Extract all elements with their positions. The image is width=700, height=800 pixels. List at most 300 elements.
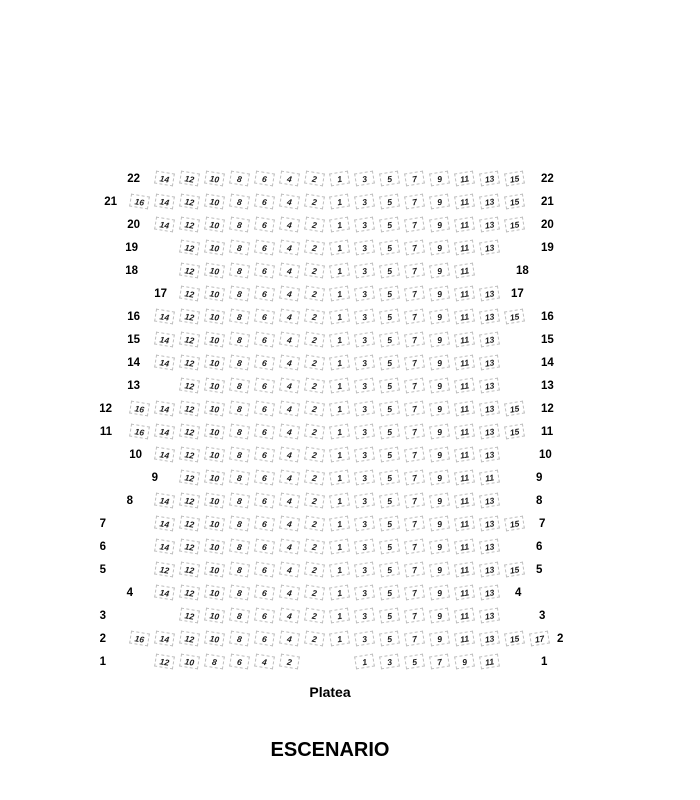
seat[interactable]	[229, 562, 250, 578]
seat[interactable]	[479, 654, 500, 670]
seat[interactable]	[254, 493, 275, 509]
seat[interactable]	[179, 309, 200, 325]
seat[interactable]	[229, 217, 250, 233]
seat[interactable]	[279, 217, 300, 233]
seat[interactable]	[179, 631, 200, 647]
seat[interactable]	[254, 263, 275, 279]
seat[interactable]	[354, 286, 375, 302]
seat[interactable]	[404, 332, 425, 348]
seat[interactable]	[454, 332, 475, 348]
seat[interactable]	[454, 217, 475, 233]
seat[interactable]	[204, 493, 225, 509]
seat[interactable]	[204, 516, 225, 532]
seat[interactable]	[454, 585, 475, 601]
seat[interactable]	[504, 562, 525, 578]
seat[interactable]	[404, 447, 425, 463]
seat[interactable]	[154, 447, 175, 463]
seat[interactable]	[479, 194, 500, 210]
seat[interactable]	[454, 263, 475, 279]
seat[interactable]	[279, 401, 300, 417]
seat[interactable]	[279, 263, 300, 279]
seat[interactable]	[354, 378, 375, 394]
seat[interactable]	[304, 355, 325, 371]
seat[interactable]	[429, 447, 450, 463]
seat[interactable]	[429, 194, 450, 210]
seat[interactable]	[404, 286, 425, 302]
seat[interactable]	[379, 401, 400, 417]
seat[interactable]	[329, 424, 350, 440]
seat[interactable]	[354, 539, 375, 555]
seat[interactable]	[379, 286, 400, 302]
seat[interactable]	[154, 217, 175, 233]
seat[interactable]	[254, 401, 275, 417]
seat[interactable]	[329, 608, 350, 624]
seat[interactable]	[179, 470, 200, 486]
seat[interactable]	[354, 194, 375, 210]
seat[interactable]	[254, 355, 275, 371]
seat[interactable]	[204, 286, 225, 302]
seat[interactable]	[229, 447, 250, 463]
seat[interactable]	[304, 447, 325, 463]
seat[interactable]	[479, 493, 500, 509]
seat[interactable]	[254, 447, 275, 463]
seat[interactable]	[329, 562, 350, 578]
seat[interactable]	[304, 332, 325, 348]
seat[interactable]	[154, 355, 175, 371]
seat[interactable]	[479, 332, 500, 348]
seat[interactable]	[429, 470, 450, 486]
seat[interactable]	[379, 424, 400, 440]
seat[interactable]	[254, 424, 275, 440]
seat[interactable]	[354, 493, 375, 509]
seat[interactable]	[279, 585, 300, 601]
seat[interactable]	[154, 401, 175, 417]
seat[interactable]	[129, 194, 150, 210]
seat[interactable]	[204, 355, 225, 371]
seat[interactable]	[404, 608, 425, 624]
seat[interactable]	[354, 654, 375, 670]
seat[interactable]	[454, 194, 475, 210]
seat[interactable]	[229, 194, 250, 210]
seat[interactable]	[354, 470, 375, 486]
seat[interactable]	[279, 194, 300, 210]
seat[interactable]	[179, 378, 200, 394]
seat[interactable]	[254, 608, 275, 624]
seat[interactable]	[454, 309, 475, 325]
seat[interactable]	[429, 585, 450, 601]
seat[interactable]	[329, 263, 350, 279]
seat[interactable]	[329, 217, 350, 233]
seat[interactable]	[279, 470, 300, 486]
seat[interactable]	[204, 631, 225, 647]
seat[interactable]	[379, 470, 400, 486]
seat[interactable]	[479, 355, 500, 371]
seat[interactable]	[429, 332, 450, 348]
seat[interactable]	[429, 378, 450, 394]
seat[interactable]	[254, 470, 275, 486]
seat[interactable]	[304, 585, 325, 601]
seat[interactable]	[329, 493, 350, 509]
seat[interactable]	[404, 194, 425, 210]
seat[interactable]	[404, 470, 425, 486]
seat[interactable]	[329, 378, 350, 394]
seat[interactable]	[354, 562, 375, 578]
seat[interactable]	[279, 171, 300, 187]
seat[interactable]	[204, 447, 225, 463]
seat[interactable]	[229, 631, 250, 647]
seat[interactable]	[454, 516, 475, 532]
seat[interactable]	[254, 171, 275, 187]
seat[interactable]	[204, 424, 225, 440]
seat[interactable]	[504, 171, 525, 187]
seat[interactable]	[304, 562, 325, 578]
seat[interactable]	[279, 631, 300, 647]
seat[interactable]	[329, 332, 350, 348]
seat[interactable]	[304, 516, 325, 532]
seat[interactable]	[179, 585, 200, 601]
seat[interactable]	[354, 631, 375, 647]
seat[interactable]	[229, 654, 250, 670]
seat[interactable]	[454, 470, 475, 486]
seat[interactable]	[279, 608, 300, 624]
seat[interactable]	[479, 562, 500, 578]
seat[interactable]	[329, 516, 350, 532]
seat[interactable]	[204, 470, 225, 486]
seat[interactable]	[229, 240, 250, 256]
seat[interactable]	[304, 470, 325, 486]
seat[interactable]	[279, 378, 300, 394]
seat[interactable]	[304, 171, 325, 187]
seat[interactable]	[429, 171, 450, 187]
seat[interactable]	[254, 585, 275, 601]
seat[interactable]	[304, 608, 325, 624]
seat[interactable]	[154, 309, 175, 325]
seat[interactable]	[354, 240, 375, 256]
seat[interactable]	[304, 378, 325, 394]
seat[interactable]	[254, 309, 275, 325]
seat[interactable]	[179, 516, 200, 532]
seat[interactable]	[329, 309, 350, 325]
seat[interactable]	[179, 493, 200, 509]
seat[interactable]	[379, 217, 400, 233]
seat[interactable]	[154, 585, 175, 601]
seat[interactable]	[329, 355, 350, 371]
seat[interactable]	[404, 263, 425, 279]
seat[interactable]	[404, 654, 425, 670]
seat[interactable]	[504, 631, 525, 647]
seat[interactable]	[479, 309, 500, 325]
seat[interactable]	[354, 217, 375, 233]
seat[interactable]	[454, 493, 475, 509]
seat[interactable]	[379, 194, 400, 210]
seat[interactable]	[179, 240, 200, 256]
seat[interactable]	[229, 608, 250, 624]
seat[interactable]	[179, 171, 200, 187]
seat[interactable]	[254, 562, 275, 578]
seat[interactable]	[154, 516, 175, 532]
seat[interactable]	[179, 194, 200, 210]
seat[interactable]	[404, 539, 425, 555]
seat[interactable]	[179, 263, 200, 279]
seat[interactable]	[329, 286, 350, 302]
seat[interactable]	[279, 309, 300, 325]
seat[interactable]	[354, 332, 375, 348]
seat[interactable]	[254, 539, 275, 555]
seat[interactable]	[204, 309, 225, 325]
seat[interactable]	[229, 309, 250, 325]
seat[interactable]	[129, 631, 150, 647]
seat[interactable]	[279, 355, 300, 371]
seat[interactable]	[404, 424, 425, 440]
seat[interactable]	[454, 355, 475, 371]
seat[interactable]	[379, 539, 400, 555]
seat[interactable]	[304, 424, 325, 440]
seat[interactable]	[229, 539, 250, 555]
seat[interactable]	[179, 401, 200, 417]
seat[interactable]	[479, 539, 500, 555]
seat[interactable]	[329, 585, 350, 601]
seat[interactable]	[379, 447, 400, 463]
seat[interactable]	[304, 401, 325, 417]
seat[interactable]	[179, 608, 200, 624]
seat[interactable]	[454, 654, 475, 670]
seat[interactable]	[479, 631, 500, 647]
seat[interactable]	[504, 516, 525, 532]
seat[interactable]	[254, 240, 275, 256]
seat[interactable]	[379, 516, 400, 532]
seat[interactable]	[229, 585, 250, 601]
seat[interactable]	[229, 378, 250, 394]
seat[interactable]	[154, 493, 175, 509]
seat[interactable]	[179, 562, 200, 578]
seat[interactable]	[479, 470, 500, 486]
seat[interactable]	[354, 424, 375, 440]
seat[interactable]	[154, 631, 175, 647]
seat[interactable]	[179, 654, 200, 670]
seat[interactable]	[479, 217, 500, 233]
seat[interactable]	[279, 332, 300, 348]
seat[interactable]	[404, 516, 425, 532]
seat[interactable]	[429, 240, 450, 256]
seat[interactable]	[429, 263, 450, 279]
seat[interactable]	[429, 608, 450, 624]
seat[interactable]	[229, 286, 250, 302]
seat[interactable]	[254, 286, 275, 302]
seat[interactable]	[254, 516, 275, 532]
seat[interactable]	[479, 286, 500, 302]
seat[interactable]	[379, 493, 400, 509]
seat[interactable]	[379, 378, 400, 394]
seat[interactable]	[504, 309, 525, 325]
seat[interactable]	[229, 470, 250, 486]
seat[interactable]	[204, 608, 225, 624]
seat[interactable]	[254, 194, 275, 210]
seat[interactable]	[329, 171, 350, 187]
seat[interactable]	[479, 585, 500, 601]
seat[interactable]	[329, 631, 350, 647]
seat[interactable]	[379, 171, 400, 187]
seat[interactable]	[454, 447, 475, 463]
seat[interactable]	[354, 355, 375, 371]
seat[interactable]	[179, 447, 200, 463]
seat[interactable]	[129, 401, 150, 417]
seat[interactable]	[254, 631, 275, 647]
seat[interactable]	[454, 631, 475, 647]
seat[interactable]	[204, 240, 225, 256]
seat[interactable]	[454, 608, 475, 624]
seat[interactable]	[504, 194, 525, 210]
seat[interactable]	[229, 401, 250, 417]
seat[interactable]	[354, 263, 375, 279]
seat[interactable]	[204, 194, 225, 210]
seat[interactable]	[354, 585, 375, 601]
seat[interactable]	[379, 332, 400, 348]
seat[interactable]	[354, 516, 375, 532]
seat[interactable]	[279, 516, 300, 532]
seat[interactable]	[379, 562, 400, 578]
seat[interactable]	[204, 378, 225, 394]
seat[interactable]	[229, 516, 250, 532]
seat[interactable]	[229, 493, 250, 509]
seat[interactable]	[379, 585, 400, 601]
seat[interactable]	[204, 562, 225, 578]
seat[interactable]	[129, 424, 150, 440]
seat[interactable]	[179, 539, 200, 555]
seat[interactable]	[479, 171, 500, 187]
seat[interactable]	[179, 286, 200, 302]
seat[interactable]	[504, 424, 525, 440]
seat[interactable]	[454, 286, 475, 302]
seat[interactable]	[254, 654, 275, 670]
seat[interactable]	[454, 539, 475, 555]
seat[interactable]	[154, 194, 175, 210]
seat[interactable]	[429, 401, 450, 417]
seat[interactable]	[304, 263, 325, 279]
seat[interactable]	[329, 240, 350, 256]
seat[interactable]	[154, 424, 175, 440]
seat[interactable]	[404, 401, 425, 417]
seat[interactable]	[204, 401, 225, 417]
seat[interactable]	[429, 309, 450, 325]
seat[interactable]	[229, 424, 250, 440]
seat[interactable]	[329, 470, 350, 486]
seat[interactable]	[179, 355, 200, 371]
seat[interactable]	[429, 539, 450, 555]
seat[interactable]	[154, 562, 175, 578]
seat[interactable]	[204, 217, 225, 233]
seat[interactable]	[429, 631, 450, 647]
seat[interactable]	[354, 171, 375, 187]
seat[interactable]	[404, 309, 425, 325]
seat[interactable]	[229, 263, 250, 279]
seat[interactable]	[279, 286, 300, 302]
seat[interactable]	[179, 424, 200, 440]
seat[interactable]	[454, 240, 475, 256]
seat[interactable]	[304, 309, 325, 325]
seat[interactable]	[304, 240, 325, 256]
seat[interactable]	[429, 493, 450, 509]
seat[interactable]	[404, 631, 425, 647]
seat[interactable]	[454, 401, 475, 417]
seat[interactable]	[279, 447, 300, 463]
seat[interactable]	[429, 424, 450, 440]
seat[interactable]	[354, 608, 375, 624]
seat[interactable]	[379, 355, 400, 371]
seat[interactable]	[504, 217, 525, 233]
seat[interactable]	[454, 424, 475, 440]
seat[interactable]	[404, 171, 425, 187]
seat[interactable]	[279, 240, 300, 256]
seat[interactable]	[279, 654, 300, 670]
seat[interactable]	[304, 217, 325, 233]
seat[interactable]	[329, 539, 350, 555]
seat[interactable]	[404, 378, 425, 394]
seat[interactable]	[454, 562, 475, 578]
seat[interactable]	[154, 654, 175, 670]
seat[interactable]	[254, 217, 275, 233]
seat[interactable]	[254, 378, 275, 394]
seat[interactable]	[229, 171, 250, 187]
seat[interactable]	[379, 240, 400, 256]
seat[interactable]	[479, 608, 500, 624]
seat[interactable]	[329, 447, 350, 463]
seat[interactable]	[204, 654, 225, 670]
seat[interactable]	[329, 194, 350, 210]
seat[interactable]	[429, 217, 450, 233]
seat[interactable]	[204, 585, 225, 601]
seat[interactable]	[404, 355, 425, 371]
seat[interactable]	[279, 562, 300, 578]
seat[interactable]	[379, 263, 400, 279]
seat[interactable]	[404, 240, 425, 256]
seat[interactable]	[379, 654, 400, 670]
seat[interactable]	[354, 401, 375, 417]
seat[interactable]	[279, 539, 300, 555]
seat[interactable]	[454, 171, 475, 187]
seat[interactable]	[379, 608, 400, 624]
seat[interactable]	[154, 171, 175, 187]
seat[interactable]	[179, 332, 200, 348]
seat[interactable]	[504, 401, 525, 417]
seat[interactable]	[429, 562, 450, 578]
seat[interactable]	[454, 378, 475, 394]
seat[interactable]	[354, 309, 375, 325]
seat[interactable]	[329, 401, 350, 417]
seat[interactable]	[479, 424, 500, 440]
seat[interactable]	[204, 539, 225, 555]
seat[interactable]	[254, 332, 275, 348]
seat[interactable]	[379, 309, 400, 325]
seat[interactable]	[479, 240, 500, 256]
seat[interactable]	[204, 332, 225, 348]
seat[interactable]	[304, 286, 325, 302]
seat[interactable]	[404, 562, 425, 578]
seat[interactable]	[479, 378, 500, 394]
seat[interactable]	[304, 493, 325, 509]
seat[interactable]	[279, 493, 300, 509]
seat[interactable]	[429, 355, 450, 371]
seat[interactable]	[429, 654, 450, 670]
seat[interactable]	[304, 631, 325, 647]
seat[interactable]	[404, 585, 425, 601]
seat[interactable]	[204, 171, 225, 187]
seat[interactable]	[379, 631, 400, 647]
seat[interactable]	[354, 447, 375, 463]
seat[interactable]	[404, 493, 425, 509]
seat[interactable]	[429, 286, 450, 302]
seat[interactable]	[279, 424, 300, 440]
seat[interactable]	[429, 516, 450, 532]
